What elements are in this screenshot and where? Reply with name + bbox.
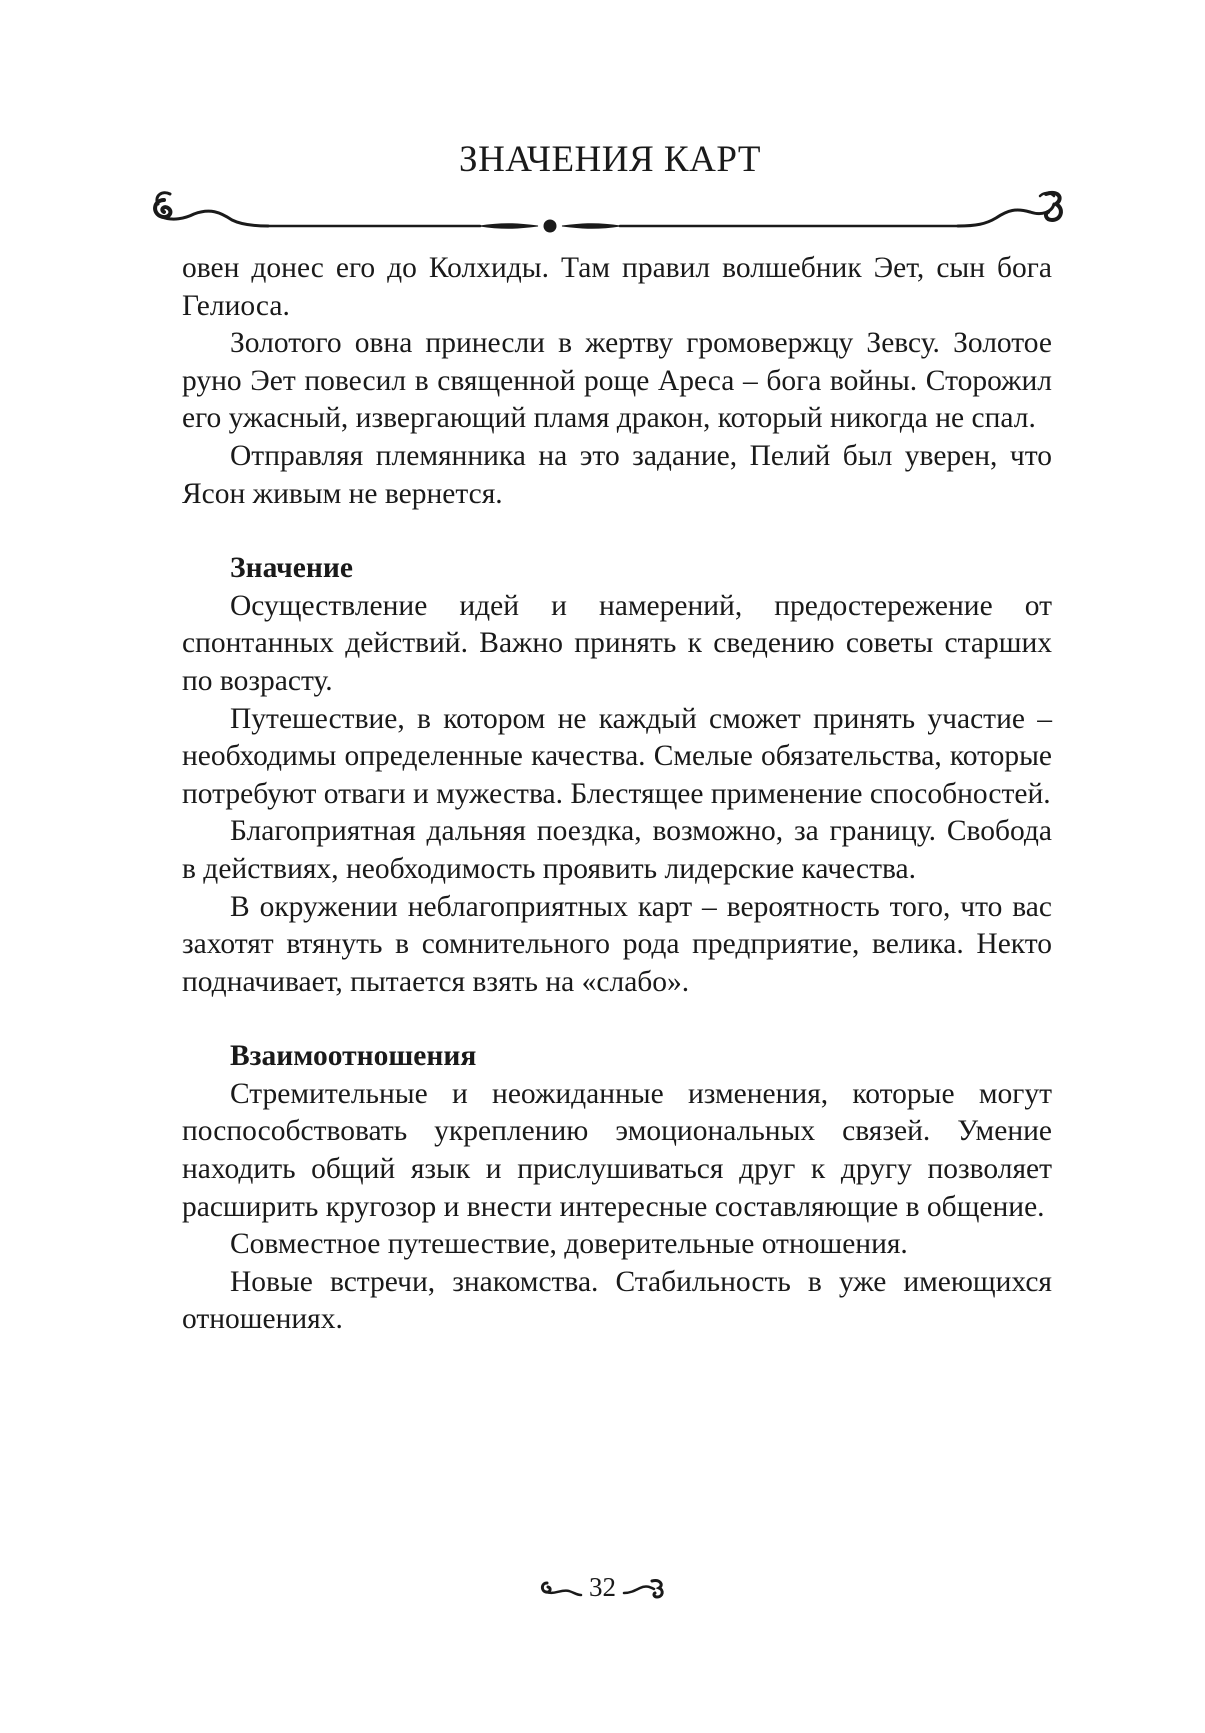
- running-title: ЗНАЧЕНИЯ КАРТ: [459, 139, 761, 180]
- right-flourish-icon: [622, 1575, 666, 1601]
- page-header: [150, 138, 1070, 182]
- paragraph: Новые встречи, знакомства. Стабильность в уже имеющихся отношениях.: [182, 1265, 1052, 1336]
- paragraph: Осуществление идей и намерений, предостережение от спонтанных действий. Важно принять к сведению советы старших по возрасту.: [182, 589, 1052, 697]
- paragraph: Благоприятная дальняя поездка, возможно, за границу. Свобода в действиях, необходимость проявить лидерские качества.: [182, 815, 1052, 885]
- paragraph: Отправляя племянника на это задание, Пелий был уверен, что Ясон живым не вернется.: [182, 439, 1052, 510]
- page-body: [182, 250, 1052, 1339]
- paragraph: Совместное путешествие, доверительные отношения.: [230, 1228, 908, 1261]
- paragraph: Стремительные и неожиданные изменения, которые могут поспособствовать укреплению эмоциональных связей. Умение находить общий язык и прислушиваться друг к другу позволяет расширить кругозор и внести интересные составляющие в общение.: [182, 1077, 1052, 1223]
- scroll-flourish-divider-icon: [150, 178, 1070, 238]
- section-heading-meaning: Значение: [230, 552, 353, 585]
- paragraph: В окружении неблагоприятных карт – вероятность того, что вас захотят втянуть в сомнительного рода предприятие, велика. Некто подначивает, пытается взять на «слабо».: [182, 890, 1052, 998]
- page-number: 32: [589, 1572, 616, 1602]
- page-footer: [0, 1572, 1205, 1608]
- section-heading-relationships: Взаимоотношения: [230, 1040, 477, 1073]
- paragraph: Золотого овна принесли в жертву громовержцу Зевсу. Золотое руно Эет повесил в священной роще Ареса – бога войны. Сторожил его ужасный, извергающий пламя дракон, который никогда не спал.: [182, 327, 1052, 435]
- paragraph: Путешествие, в котором не каждый сможет принять участие – необходимы определенные качества. Смелые обязательства, которые потребуют отваги и мужества. Блестящее применение способностей.: [182, 702, 1052, 810]
- paragraph: овен донес его до Колхиды. Там правил волшебник Эет, сын бога Гелиоса.: [182, 252, 1052, 322]
- left-flourish-icon: [539, 1575, 583, 1601]
